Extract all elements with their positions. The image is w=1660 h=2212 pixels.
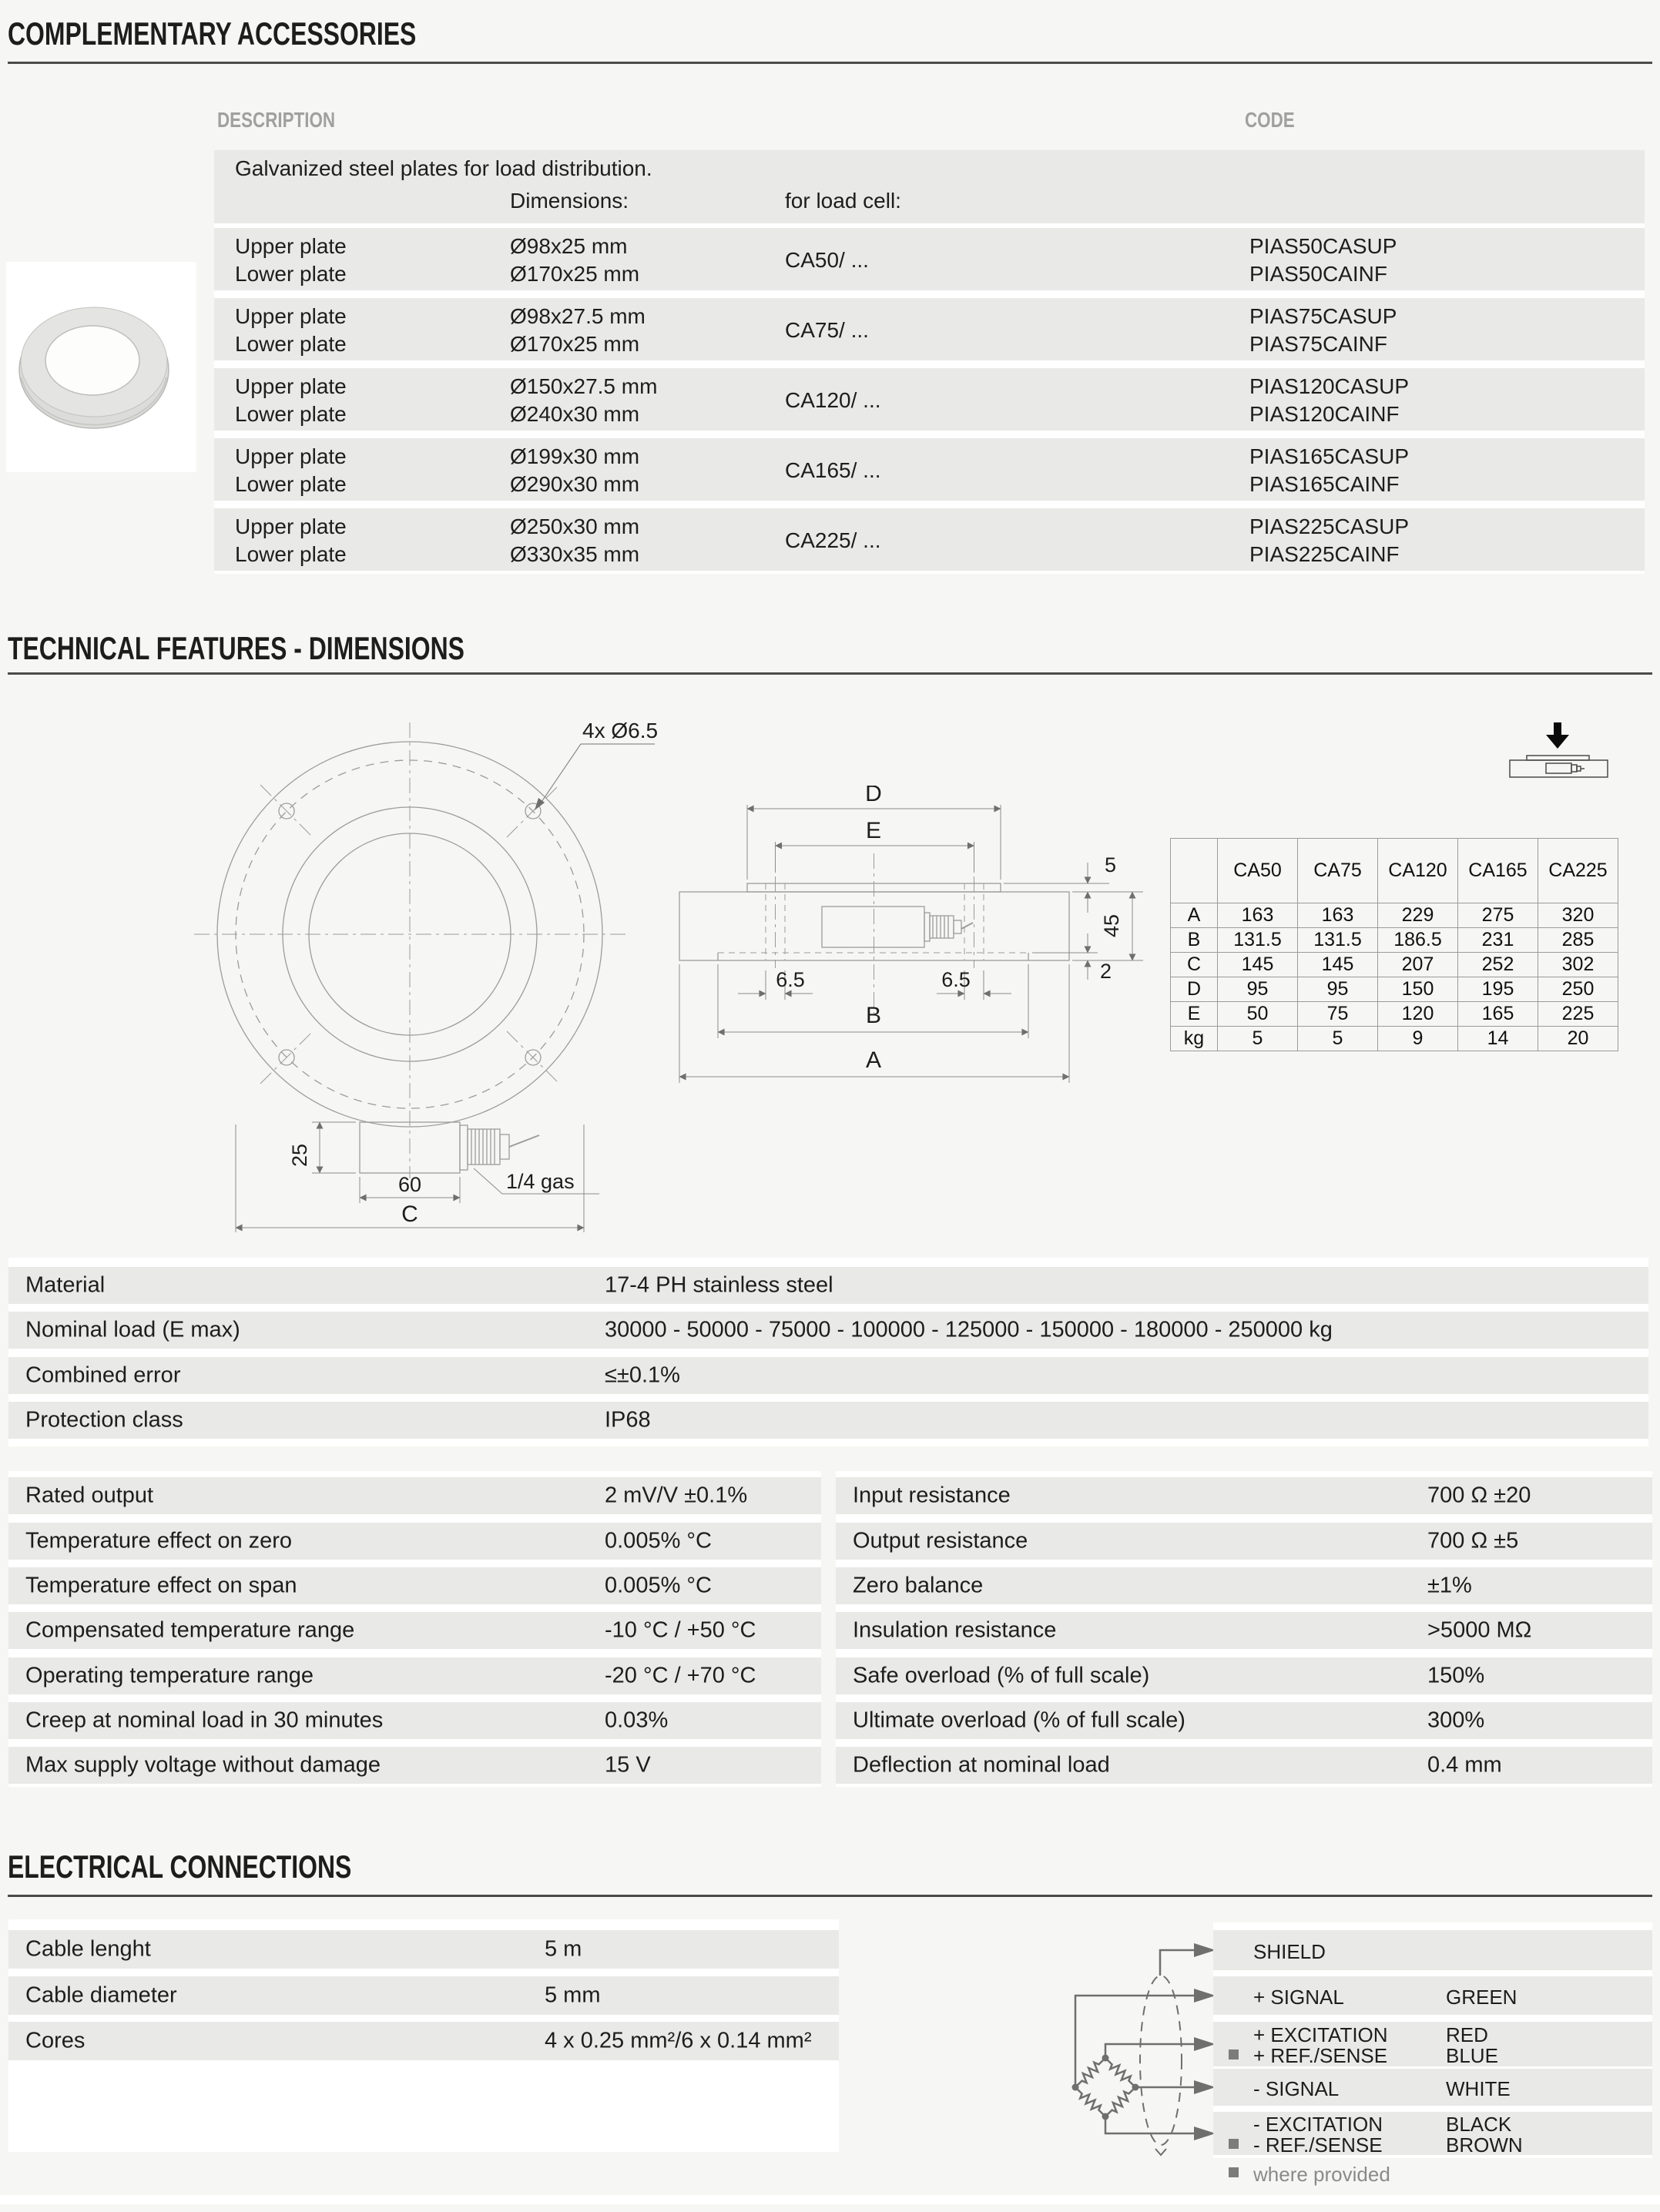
spec2-right-value: 700 Ω ±20 [1427,1483,1531,1508]
spec2-right-value: 700 Ω ±5 [1427,1528,1519,1553]
footer-strip [0,2195,1660,2204]
dim-table-value: 250 [1538,977,1618,1002]
dim-table-column-header: CA50 [1218,839,1298,903]
dim-table-value: 14 [1458,1027,1538,1051]
note-square-icon [1229,2167,1239,2177]
overall-c-dim: C [401,1202,418,1227]
cable-row [8,2022,839,2060]
loadcell-label: for load cell: [785,189,901,213]
spec1-label: Combined error [25,1362,181,1388]
wire-color-label: WHITE [1446,2076,1511,2100]
ref-sense-square-icon [1229,2139,1239,2149]
lower-plate-dimension: Ø330x35 mm [510,542,640,566]
wire-color-label: GREEN [1446,1985,1517,2009]
code-column-header: CODE [1245,108,1295,132]
cable-row [8,1976,839,2015]
spec2-right-label: Insulation resistance [853,1617,1057,1643]
spec1-row [8,1312,1648,1349]
cable-label: Cable lenght [25,1936,151,1962]
wiring-line [1213,2023,1652,2044]
code-sup: PIAS165CASUP [1249,444,1409,468]
spec2-right-row [836,1747,1652,1784]
cable-label: Cable diameter [25,1982,177,2008]
spec2-right-label: Output resistance [853,1528,1028,1553]
cross-section-drawing [655,786,1155,1094]
spec2-left-value: 0.005% °C [605,1528,712,1553]
spec2-left-label: Temperature effect on zero [25,1528,293,1553]
spec2-left-label: Operating temperature range [25,1663,314,1688]
wire-color-label: RED [1446,2023,1488,2046]
dim-table-value: 275 [1458,903,1538,928]
spec2-right-label: Safe overload (% of full scale) [853,1663,1150,1688]
accessory-row [214,368,1645,431]
dim-table-value: 229 [1378,903,1458,928]
spec2-right-value: 300% [1427,1708,1485,1733]
spec2-left-value: -10 °C / +50 °C [605,1617,756,1643]
spec2-left-row [8,1702,821,1739]
dim-table-value: 225 [1538,1002,1618,1027]
wiring-row [1213,2112,1652,2155]
dim-table-column-header: CA225 [1538,839,1618,903]
upper-plate-label: Upper plate [235,374,347,398]
spec2-right-row [836,1702,1652,1739]
spec1-label: Protection class [25,1407,183,1433]
dim-table-value: 120 [1378,1002,1458,1027]
load-cell-ref: CA120/ ... [785,388,881,412]
spec1-value: IP68 [605,1407,651,1433]
spec2-right-label: Input resistance [853,1483,1011,1508]
dim-table-value: 145 [1218,953,1298,977]
wire-color-label: BLACK [1446,2113,1512,2136]
dim-table-value: 75 [1298,1002,1378,1027]
dim-table-value: 5 [1298,1027,1378,1051]
dim-table-value: 207 [1378,953,1458,977]
lower-plate-label: Lower plate [235,402,347,426]
spec2-right-label: Zero balance [853,1573,984,1598]
code-inf: PIAS120CAINF [1249,402,1400,426]
dim-table-value: 195 [1458,977,1538,1002]
wiring-label: + SIGNAL [1253,1985,1344,2009]
spec2-left-value: 2 mV/V ±0.1% [605,1483,748,1508]
dim-table-row [1171,903,1618,928]
d-dim: D [865,786,882,806]
accessories-intro-row [214,150,1645,223]
ring-image [6,262,196,472]
wiring-line [1213,2044,1652,2065]
accessory-row [214,438,1645,501]
wiring-label: - EXCITATION [1253,2113,1383,2136]
e-dim: E [865,818,882,843]
boss-width-dim: 60 [397,1173,422,1196]
upper-plate-dimension: Ø150x27.5 mm [510,374,658,398]
spec2-right-value: 0.4 mm [1427,1752,1502,1778]
dim-table-row-label: kg [1171,1027,1218,1051]
spec1-row [8,1402,1648,1439]
lower-plate-label: Lower plate [235,542,347,566]
wiring-label: - REF./SENSE [1253,2133,1383,2157]
dim-table-value: 252 [1458,953,1538,977]
ref-sense-square-icon [1229,2049,1239,2060]
dim-table-value: 50 [1218,1002,1298,1027]
electrical-rule [8,1895,1652,1897]
spec1-value: ≤±0.1% [605,1362,680,1388]
hole-left-dim: 6.5 [776,968,805,991]
dimensions-label: Dimensions: [510,189,629,213]
spec2-right-row [836,1657,1652,1694]
dim-table-value: 5 [1218,1027,1298,1051]
boss-height-dim: 25 [288,1143,311,1168]
recess-dim: 2 [1100,960,1112,983]
lower-plate-label: Lower plate [235,262,347,286]
technical-rule [8,672,1652,675]
plate-dim: 5 [1105,853,1117,876]
accessory-row [214,508,1645,571]
dim-table-row-label: C [1171,953,1218,977]
code-inf: PIAS165CAINF [1249,472,1400,496]
load-cell-ref: CA225/ ... [785,528,881,552]
spec2-right-row [836,1477,1652,1514]
load-cell-ref: CA50/ ... [785,248,869,272]
spec1-label: Nominal load (E max) [25,1317,240,1342]
dim-table-value: 131.5 [1218,928,1298,953]
dim-table-row-label: D [1171,977,1218,1002]
bridge-diagram [886,1902,1217,2187]
dim-table-column-header: CA120 [1378,839,1458,903]
code-inf: PIAS225CAINF [1249,542,1400,566]
dim-table-value: 302 [1538,953,1618,977]
a-dim: A [865,1047,882,1073]
wiring-row [1213,1976,1652,2015]
wiring-line [1213,1985,1652,2009]
spec1-label: Material [25,1272,106,1298]
dim-table-value: 163 [1298,903,1378,928]
hole-right-dim: 6.5 [941,968,971,991]
dim-table-value: 20 [1538,1027,1618,1051]
lower-plate-dimension: Ø170x25 mm [510,332,640,356]
spec2-left-row [8,1612,821,1649]
wiring-row [1213,2022,1652,2066]
dim-table-value: 186.5 [1378,928,1458,953]
lower-plate-dimension: Ø290x30 mm [510,472,640,496]
spec2-right-label: Deflection at nominal load [853,1752,1110,1778]
height-dim: 45 [1100,913,1123,938]
code-inf: PIAS50CAINF [1249,262,1387,286]
dim-table-value: 163 [1218,903,1298,928]
lower-plate-label: Lower plate [235,472,347,496]
spec1-row [8,1357,1648,1394]
cable-label: Cores [25,2028,86,2053]
load-direction-icon [1494,716,1618,782]
intro-text: Galvanized steel plates for load distribution. [235,156,652,180]
wire-color-label: BROWN [1446,2133,1523,2157]
dim-table-corner [1171,839,1218,903]
spec2-left-row [8,1747,821,1784]
load-cell-ref: CA75/ ... [785,318,869,342]
spec2-left-label: Rated output [25,1483,154,1508]
description-column-header: DESCRIPTION [217,108,336,132]
wiring-row [1213,1930,1652,1970]
spec2-right-value: ±1% [1427,1573,1472,1598]
dim-table-column-header: CA165 [1458,839,1538,903]
spec2-left-label: Creep at nominal load in 30 minutes [25,1708,384,1733]
upper-plate-label: Upper plate [235,444,347,468]
upper-plate-label: Upper plate [235,304,347,328]
dim-table-value: 320 [1538,903,1618,928]
spec2-left-row [8,1477,821,1514]
wiring-label: SHIELD [1253,1939,1326,1963]
spec2-left-label: Compensated temperature range [25,1617,355,1643]
dim-table-column-header: CA75 [1298,839,1378,903]
dim-table-row-label: B [1171,928,1218,953]
accessories-title: COMPLEMENTARY ACCESSORIES [8,15,417,52]
dim-table-value: 9 [1378,1027,1458,1051]
spec2-right-row [836,1523,1652,1560]
cable-value: 4 x 0.25 mm²/6 x 0.14 mm² [545,2028,812,2053]
dim-table-row [1171,977,1618,1002]
dim-table-value: 145 [1298,953,1378,977]
lower-plate-dimension: Ø170x25 mm [510,262,640,286]
dimensions-table [1170,838,1618,1051]
upper-plate-dimension: Ø98x25 mm [510,234,628,258]
dim-table-row-label: E [1171,1002,1218,1027]
spec2-left-label: Max supply voltage without damage [25,1752,381,1778]
thread-label: 1/4 gas [506,1170,575,1193]
dim-table-row [1171,1002,1618,1027]
electrical-title: ELECTRICAL CONNECTIONS [8,1848,352,1885]
upper-plate-dimension: Ø250x30 mm [510,514,640,538]
spec2-right-label: Ultimate overload (% of full scale) [853,1708,1185,1733]
accessory-row [214,228,1645,290]
dim-table-value: 165 [1458,1002,1538,1027]
accessories-rule [8,62,1652,64]
spec1-row [8,1267,1648,1304]
spec1-value: 17-4 PH stainless steel [605,1272,833,1298]
code-sup: PIAS120CASUP [1249,374,1409,398]
cable-row [8,1930,839,1969]
upper-plate-label: Upper plate [235,234,347,258]
code-sup: PIAS225CASUP [1249,514,1409,538]
load-cell-ref: CA165/ ... [785,458,881,482]
dim-table-grid [1170,838,1618,1051]
dim-table-value: 231 [1458,928,1538,953]
spec2-right-value: >5000 MΩ [1427,1617,1532,1643]
dim-table-row [1171,928,1618,953]
spec2-left-value: 15 V [605,1752,651,1778]
hole-note-label: 4x Ø6.5 [582,719,659,742]
dim-table-value: 131.5 [1298,928,1378,953]
note-text: where provided [1253,2163,1390,2186]
lower-plate-label: Lower plate [235,332,347,356]
spec2-left-row [8,1567,821,1604]
spec2-left-row [8,1657,821,1694]
lower-plate-dimension: Ø240x30 mm [510,402,640,426]
dim-table-row [1171,953,1618,977]
upper-plate-dimension: Ø199x30 mm [510,444,640,468]
wiring-label: - SIGNAL [1253,2076,1340,2100]
dim-table-value: 150 [1378,977,1458,1002]
wire-color-label: BLUE [1446,2044,1498,2067]
dim-table-row [1171,1027,1618,1051]
cable-value: 5 mm [545,1982,601,2008]
wiring-line [1213,2113,1652,2136]
technical-title: TECHNICAL FEATURES - DIMENSIONS [8,630,464,666]
spec2-left-label: Temperature effect on span [25,1573,297,1598]
spec2-right-row [836,1612,1652,1649]
code-sup: PIAS75CASUP [1249,304,1397,328]
dim-table-row-label: A [1171,903,1218,928]
cable-value: 5 m [545,1936,582,1962]
spec2-left-value: -20 °C / +70 °C [605,1663,756,1688]
spec2-right-value: 150% [1427,1663,1485,1688]
wiring-label: + EXCITATION [1253,2023,1388,2046]
spec1-value: 30000 - 50000 - 75000 - 100000 - 125000 - 150000 - 180000 - 250000 kg [605,1317,1333,1342]
dim-table-value: 285 [1538,928,1618,953]
spec2-right-row [836,1567,1652,1604]
wiring-row [1213,2069,1652,2106]
dim-table-value: 95 [1218,977,1298,1002]
wiring-line [1213,2133,1652,2157]
upper-plate-dimension: Ø98x27.5 mm [510,304,646,328]
spec2-left-value: 0.03% [605,1708,669,1733]
wiring-line [1213,2077,1652,2098]
wiring-label: + REF./SENSE [1253,2044,1388,2067]
spec2-left-row [8,1523,821,1560]
code-inf: PIAS75CAINF [1249,332,1387,356]
spec2-left-value: 0.005% °C [605,1573,712,1598]
dim-table-value: 95 [1298,977,1378,1002]
b-dim: B [865,1003,882,1028]
upper-plate-label: Upper plate [235,514,347,538]
wiring-line [1213,1940,1652,1961]
accessory-row [214,298,1645,360]
top-view-drawing [123,693,662,1248]
where-provided-note [1213,2163,1652,2186]
product-photo [6,262,196,472]
code-sup: PIAS50CASUP [1249,234,1397,258]
